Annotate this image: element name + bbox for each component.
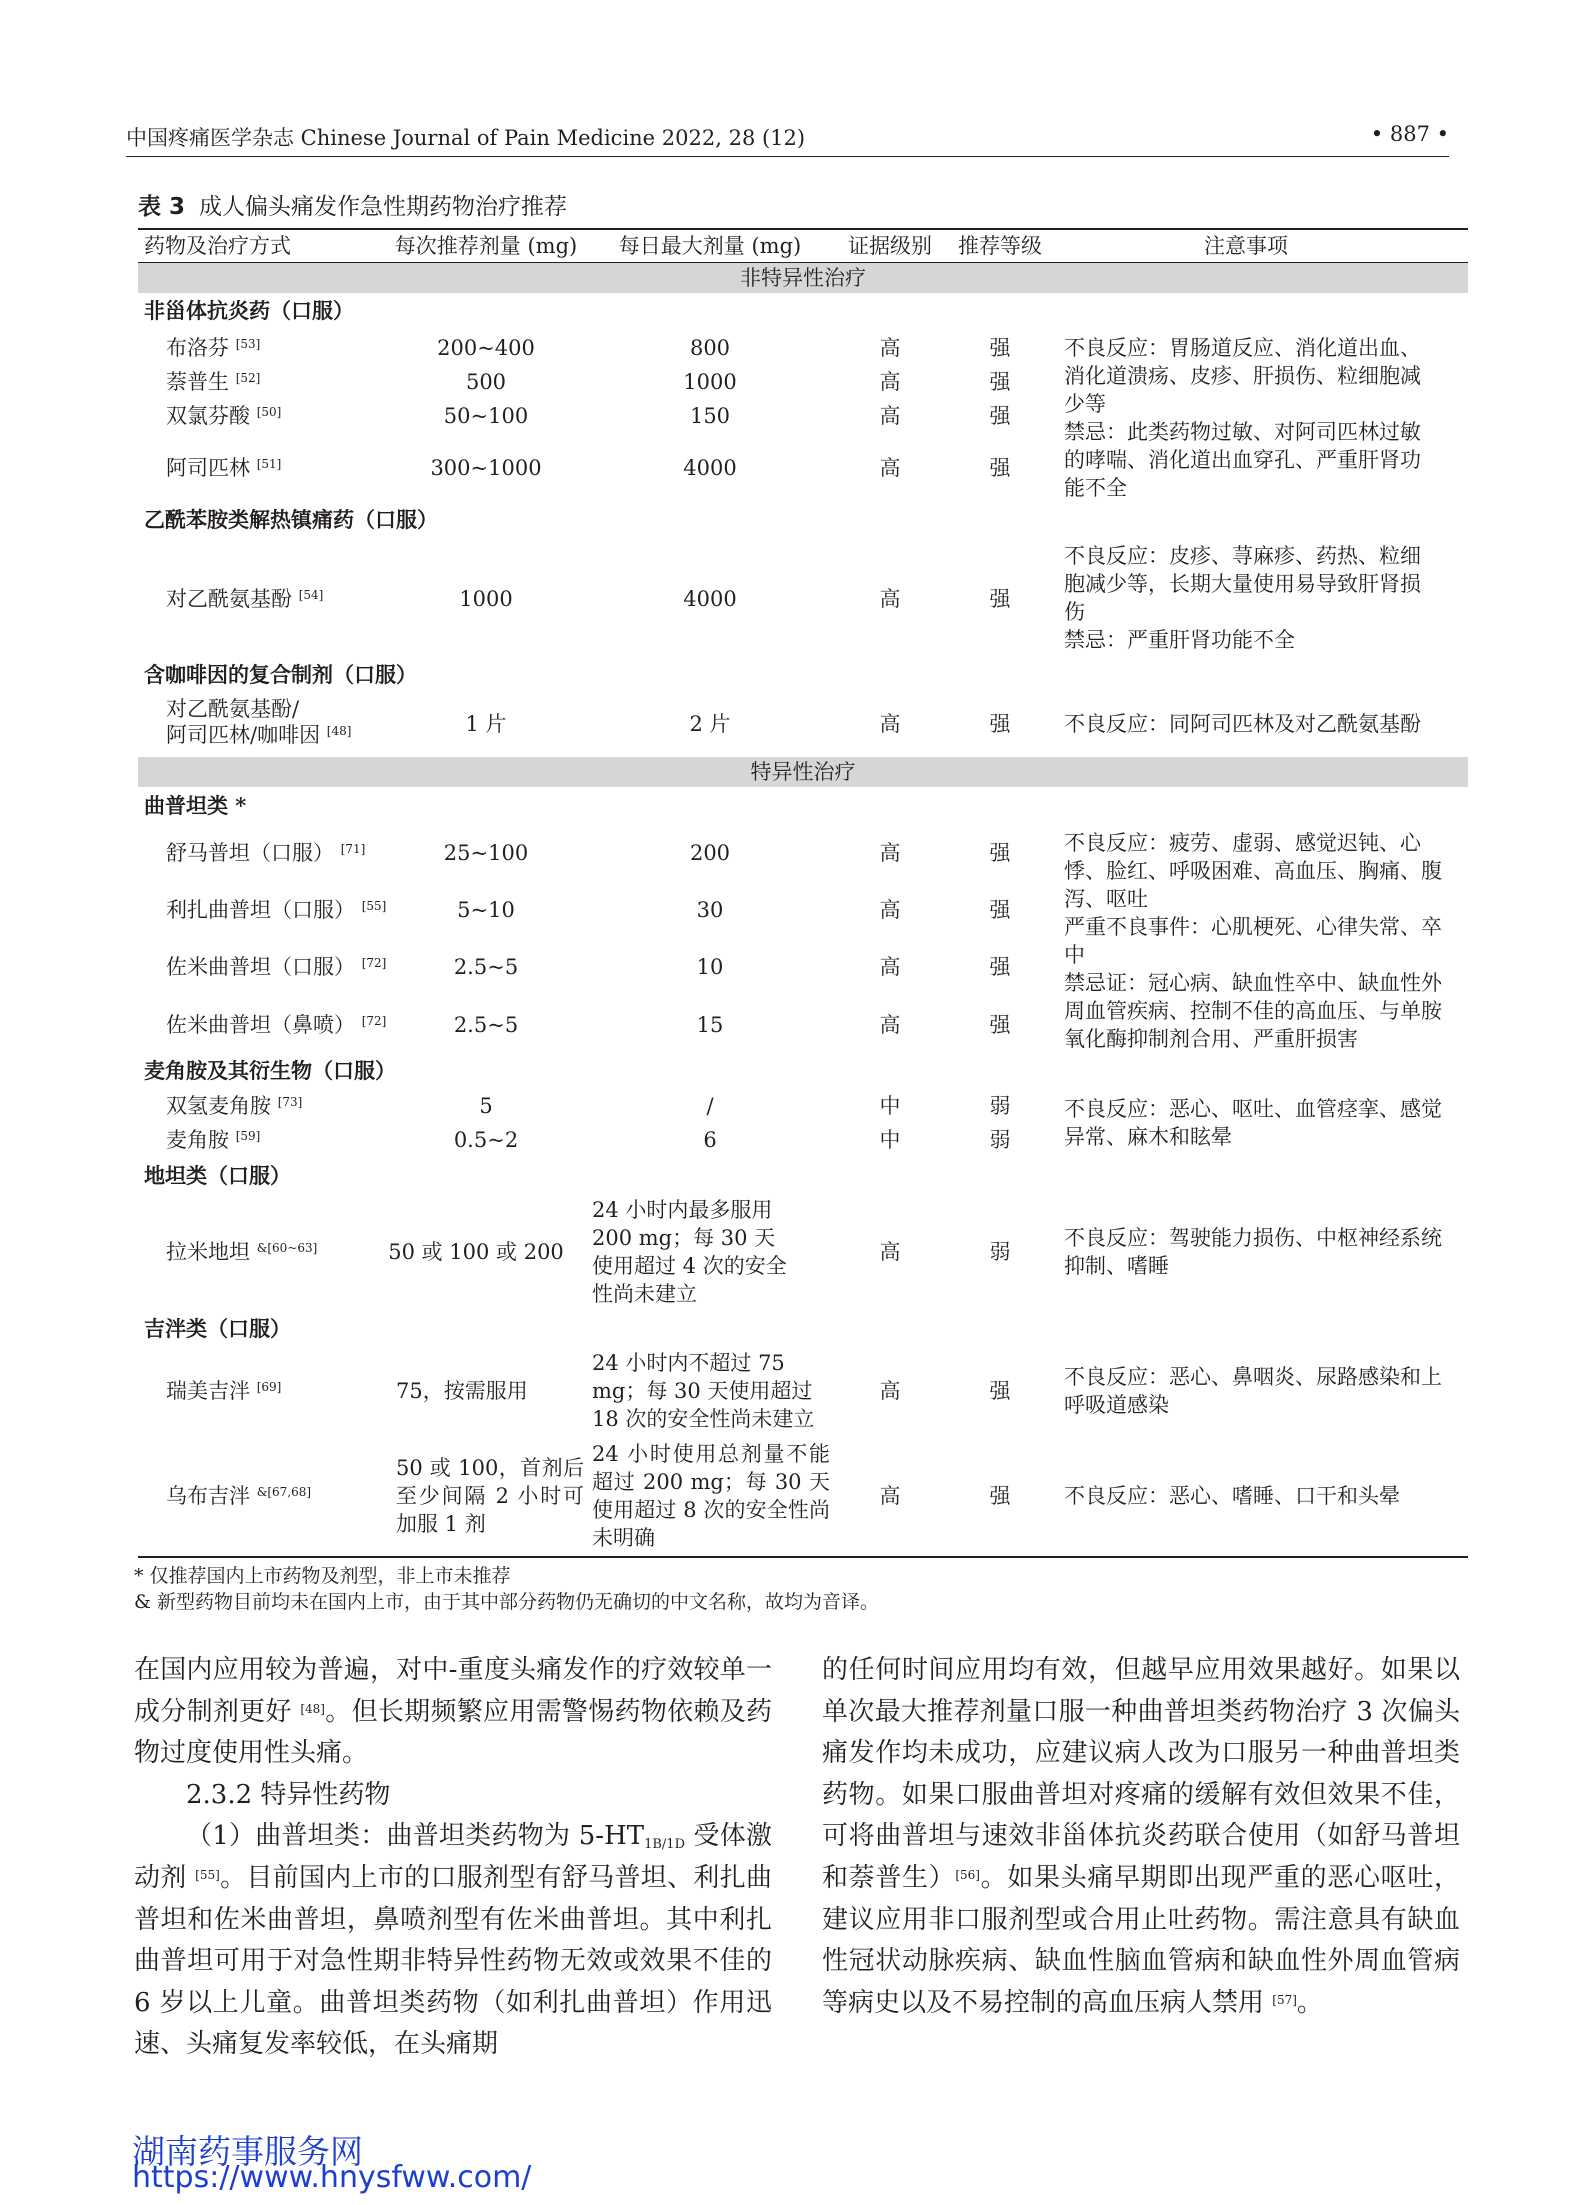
evidence-cell: 高 <box>879 587 901 611</box>
notes-cell: 不良反应：驾驶能力损伤、中枢神经系统抑制、嗜睡 <box>1064 1226 1442 1278</box>
column-header-drug: 药物及治疗方式 <box>144 234 291 258</box>
column-header-max-dose: 每日最大剂量 (mg) <box>618 234 802 258</box>
evidence-cell: 中 <box>879 1094 901 1118</box>
grade-cell: 强 <box>989 712 1011 736</box>
table-number: 表 3 <box>138 194 186 220</box>
grade-cell: 弱 <box>989 1094 1011 1118</box>
notes-cell: 不良反应：恶心、嗜睡、口干和头晕 <box>1064 1484 1400 1508</box>
dose-cell: 1000 <box>459 587 513 611</box>
dose-cell: 50~100 <box>443 404 529 428</box>
table-caption <box>138 188 567 221</box>
max-dose-cell: 15 <box>696 1013 724 1037</box>
notes-cell: 不良反应：同阿司匹林及对乙酰氨基酚 <box>1064 712 1421 736</box>
group-heading: 非甾体抗炎药（口服） <box>144 298 354 323</box>
drug-name: 对乙酰氨基酚/ 阿司匹林/咖啡因 [48] <box>166 697 352 747</box>
drug-name: 利扎曲普坦（口服） [55] <box>166 898 387 922</box>
table-bottom-rule <box>138 1556 1468 1558</box>
body-column-right <box>822 1650 1460 2024</box>
notes-cell: 不良反应：疲劳、虚弱、感觉迟钝、心悸、脸红、呼吸困难、高血压、胸痛、腹泻、呕吐 严重不良事件：心肌梗死、心律失常、卒中 禁忌证：冠心病、缺血性卒中、缺血性外周血管疾病、控制不佳的高血压、与单胺氧化酶抑制剂合用、严重肝损害 <box>1064 831 1442 1051</box>
grade-cell: 强 <box>989 336 1011 360</box>
paragraph: 的任何时间应用均有效，但越早应用效果越好。如果以单次最大推荐剂量口服一种曲普坦类药物治疗 3 次偏头痛发作均未成功，应建议病人改为口服另一种曲普坦类药物。如果口服曲普坦对疼痛的缓解有效但效果不佳，可将曲普坦与速效非甾体抗炎药联合使用（如舒马普坦和萘普生）[56]。如果头痛早期即出现严重的恶心呕吐，建议应用非口服剂型或合用止吐药物。需注意具有缺血性冠状动脉疾病、缺血性脑血管病和缺血性外周血管病等病史以及不易控制的高血压病人禁用 [57]。 <box>822 1655 1460 2018</box>
drug-name: 布洛芬 [53] <box>166 336 261 360</box>
column-header-dose: 每次推荐剂量 (mg) <box>394 234 578 258</box>
max-dose-cell: 800 <box>689 336 731 360</box>
max-dose-cell: 2 片 <box>689 712 731 736</box>
notes-cell: 不良反应：恶心、鼻咽炎、尿路感染和上呼吸道感染 <box>1064 1365 1442 1417</box>
evidence-cell: 高 <box>879 955 901 979</box>
drug-name: 麦角胺 [59] <box>166 1128 261 1152</box>
grade-cell: 强 <box>989 370 1011 394</box>
drug-name: 对乙酰氨基酚 [54] <box>166 587 324 611</box>
evidence-cell: 高 <box>879 712 901 736</box>
max-dose-cell: 24 小时内不超过 75 mg；每 30 天使用超过 18 次的安全性尚未建立 <box>592 1351 815 1431</box>
running-header <box>126 122 1449 157</box>
evidence-cell: 高 <box>879 1379 901 1403</box>
drug-name: 佐米曲普坦（鼻喷） [72] <box>166 1013 387 1037</box>
section-label: 特异性治疗 <box>750 760 856 784</box>
dose-cell: 500 <box>465 370 507 394</box>
paragraph: 在国内应用较为普遍，对中-重度头痛发作的疗效较单一成分制剂更好 [48]。但长期频繁应用需警惕药物依赖及药物过度使用性头痛。 <box>134 1655 772 1769</box>
dose-cell: 75，按需服用 <box>396 1379 528 1403</box>
body-column-left <box>134 1650 772 2066</box>
group-heading: 含咖啡因的复合制剂（口服） <box>144 662 417 687</box>
drug-name: 佐米曲普坦（口服） [72] <box>166 955 387 979</box>
dose-cell: 1 片 <box>465 712 507 736</box>
max-dose-cell: 24 小时使用总剂量不能超过 200 mg；每 30 天使用超过 8 次的安全性尚未明确 <box>592 1442 830 1550</box>
drug-name: 双氯芬酸 [50] <box>166 404 282 428</box>
evidence-cell: 高 <box>879 1013 901 1037</box>
max-dose-cell: 30 <box>696 898 724 922</box>
max-dose-cell: 10 <box>696 955 724 979</box>
watermark-site-name: 湖南药事服务网 <box>132 2132 363 2171</box>
grade-cell: 强 <box>989 1379 1011 1403</box>
dose-cell: 5~10 <box>457 898 515 922</box>
drug-name: 阿司匹林 [51] <box>166 456 282 480</box>
column-header-grade: 推荐等级 <box>958 234 1042 258</box>
evidence-cell: 高 <box>879 841 901 865</box>
table-footnote: & 新型药物目前均未在国内上市，由于其中部分药物仍无确切的中文名称，故均为音译。 <box>134 1591 879 1613</box>
dose-cell: 300~1000 <box>430 456 542 480</box>
dose-cell: 0.5~2 <box>453 1128 519 1152</box>
drug-name: 拉米地坦 $^{\&[60\sim 63]}$ <box>166 1240 318 1264</box>
max-dose-cell: 6 <box>703 1128 717 1152</box>
drug-name: 双氢麦角胺 [73] <box>166 1094 303 1118</box>
max-dose-cell: 200 <box>689 841 731 865</box>
grade-cell: 弱 <box>989 1128 1011 1152</box>
dose-cell: 2.5~5 <box>453 955 519 979</box>
evidence-cell: 高 <box>879 336 901 360</box>
drug-name: 瑞美吉泮 [69] <box>166 1379 282 1403</box>
section-band <box>138 757 1468 787</box>
evidence-cell: 中 <box>879 1128 901 1152</box>
evidence-cell: 高 <box>879 404 901 428</box>
grade-cell: 强 <box>989 404 1011 428</box>
watermark-url[interactable]: https://www.hnysfww.com/ <box>132 2160 532 2195</box>
dose-cell: 200~400 <box>437 336 535 360</box>
grade-cell: 强 <box>989 456 1011 480</box>
journal-citation: 中国疼痛医学杂志 Chinese Journal of Pain Medicine 2022, 28 (12) <box>126 126 806 150</box>
grade-cell: 强 <box>989 1013 1011 1037</box>
section-label: 非特异性治疗 <box>740 266 866 290</box>
group-heading: 乙酰苯胺类解热镇痛药（口服） <box>144 507 438 532</box>
grade-cell: 强 <box>989 1484 1011 1508</box>
notes-cell: 不良反应：恶心、呕吐、血管痉挛、感觉异常、麻木和眩晕 <box>1064 1097 1442 1149</box>
max-dose-cell: 24 小时内最多服用 200 mg；每 30 天使用超过 4 次的安全性尚未建立 <box>592 1198 787 1306</box>
dose-cell: 2.5~5 <box>453 1013 519 1037</box>
notes-cell: 不良反应：皮疹、荨麻疹、药热、粒细胞减少等，长期大量使用易导致肝肾损伤 禁忌：严重肝肾功能不全 <box>1064 544 1421 652</box>
grade-cell: 弱 <box>989 1240 1011 1264</box>
evidence-cell: 高 <box>879 456 901 480</box>
table-top-rule <box>138 228 1468 230</box>
group-heading: 曲普坦类 * <box>144 793 247 818</box>
max-dose-cell: 1000 <box>683 370 737 394</box>
section-band <box>138 263 1468 293</box>
evidence-cell: 高 <box>879 1484 901 1508</box>
notes-cell: 不良反应：胃肠道反应、消化道出血、消化道溃疡、皮疹、肝损伤、粒细胞减少等 禁忌：此类药物过敏、对阿司匹林过敏的哮喘、消化道出血穿孔、严重肝肾功能不全 <box>1064 336 1421 500</box>
group-heading: 地坦类（口服） <box>144 1163 291 1188</box>
evidence-cell: 高 <box>879 898 901 922</box>
group-heading: 吉泮类（口服） <box>144 1316 291 1341</box>
max-dose-cell: 4000 <box>683 587 737 611</box>
grade-cell: 强 <box>989 898 1011 922</box>
column-header-notes: 注意事项 <box>1204 234 1288 258</box>
grade-cell: 强 <box>989 955 1011 979</box>
dose-cell: 50 或 100 或 200 <box>388 1240 564 1264</box>
dose-cell: 25~100 <box>443 841 529 865</box>
dose-cell: 5 <box>479 1094 493 1118</box>
table-footnote: * 仅推荐国内上市药物及剂型，非上市未推荐 <box>134 1565 511 1587</box>
max-dose-cell: / <box>706 1094 714 1118</box>
paragraph: （1）曲普坦类：曲普坦类药物为 $5-HT_{1B/1D}$ 受体激动剂 [55]。目前国内上市的口服剂型有舒马普坦、利扎曲普坦和佐米曲普坦，鼻喷剂型有佐米曲普坦。其中利扎曲普坦可用于对急性期非特异性药物无效或效果不佳的 6 岁以上儿童。曲普坦类药物（如利扎曲普坦）作用迅速、头痛复发率较低，在头痛期 <box>134 1821 773 2060</box>
grade-cell: 强 <box>989 587 1011 611</box>
dose-cell: 50 或 100，首剂后至少间隔 2 小时可加服 1 剂 <box>396 1456 584 1536</box>
max-dose-cell: 150 <box>689 404 731 428</box>
evidence-cell: 高 <box>879 1240 901 1264</box>
table-title: 成人偏头痛发作急性期药物治疗推荐 <box>199 194 568 220</box>
drug-name: 舒马普坦（口服） [71] <box>166 841 366 865</box>
page-number: • 887 • <box>1370 122 1449 146</box>
evidence-cell: 高 <box>879 370 901 394</box>
max-dose-cell: 4000 <box>683 456 737 480</box>
section-heading: 2.3.2 特异性药物 <box>186 1779 391 1810</box>
drug-name: 萘普生 [52] <box>166 370 261 394</box>
grade-cell: 强 <box>989 841 1011 865</box>
drug-name: 乌布吉泮 $^{\&[67,68]}$ <box>166 1484 312 1508</box>
column-header-evidence: 证据级别 <box>848 234 932 258</box>
group-heading: 麦角胺及其衍生物（口服） <box>144 1058 396 1083</box>
